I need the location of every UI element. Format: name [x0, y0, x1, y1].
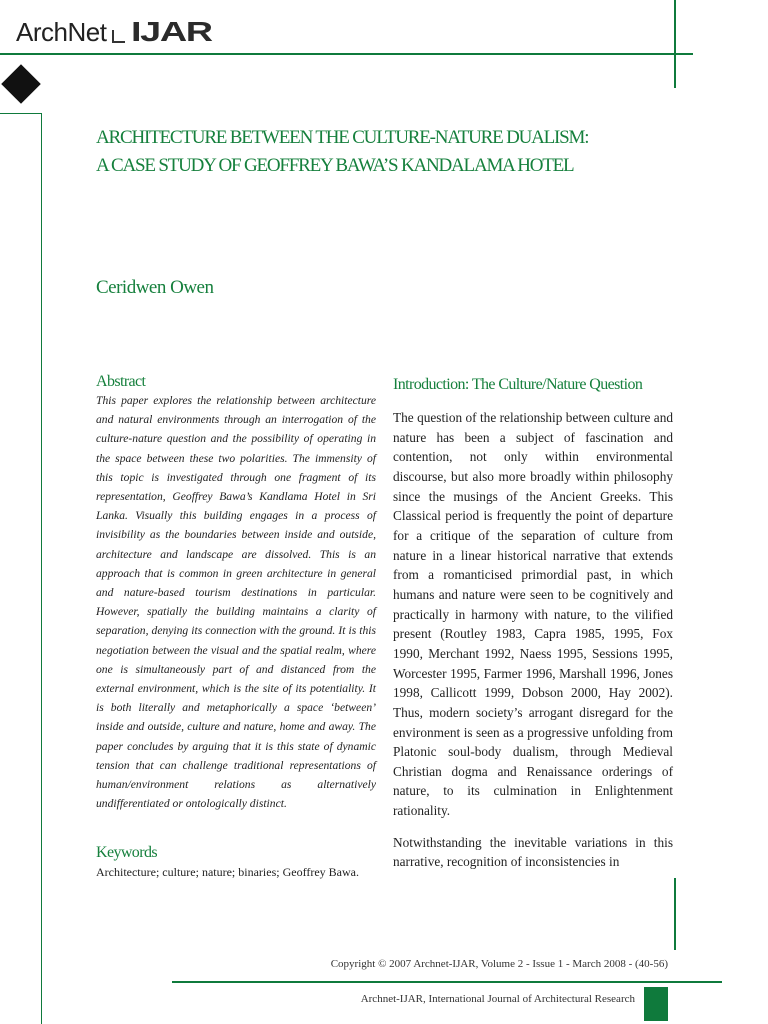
copyright-line: Copyright © 2007 Archnet-IJAR, Volume 2 - Issue 1 - March 2008 - (40-56): [330, 958, 668, 970]
left-sidebar-frame: [0, 113, 42, 1024]
intro-paragraph-2: Notwithstanding the inevitable variations in this narrative, recognition of inconsistencies in: [393, 834, 673, 870]
title-line-2: A CASE STUDY OF GEOFFREY BAWA’S KANDALAMA HOTEL: [96, 155, 574, 176]
journal-logo: [16, 14, 213, 50]
header-vertical-rule: [674, 0, 676, 88]
content-vertical-rule: [674, 878, 676, 950]
title-line-1: ARCHITECTURE BETWEEN THE CULTURE-NATURE DUALISM:: [96, 127, 589, 148]
introduction-heading: Introduction: The Culture/Nature Question: [393, 376, 643, 393]
keywords-text: Architecture; culture; nature; binaries; Geoffrey Bawa.: [96, 865, 359, 879]
logo-ijar-mark: IJAR: [131, 16, 213, 47]
logo-archnet-text: ArchNet: [16, 16, 107, 47]
journal-name: Archnet-IJAR, International Journal of Architectural Research: [360, 993, 635, 1005]
keywords-heading: Keywords: [96, 844, 157, 861]
header-rule: [0, 53, 693, 55]
abstract-text: This paper explores the relationship between architecture and natural environments through an interrogation of the culture-nature question and the possibility of operating in the space between these two polarities. The immensity of this topic is investigated through one fragment of its representation, Geoffrey Bawa’s Kandlama Hotel in Sri Lanka. Visually this building engages in a process of invisibility as the boundaries between inside and outside, architecture and landscape are dissolved. This is an approach that is common in green architecture in general and nature-based tourism destinations in particular. However, spatially the building maintains a clarity of separation, denying its connection with the ground. It is this negotiation between the visual and the spatial realm, where one is simultaneously part of and distanced from the external environment, which is the site of its potentiality. It is both literally and metaphorically a space ‘between’ inside and outside, culture and nature, home and away. The paper concludes by arguing that it is this state of dynamic tension that can challenge traditional representations of human/environment relations as alternatively undifferentiated or ontologically distinct.: [96, 394, 376, 811]
diamond-icon: [1, 64, 41, 104]
footer-rule: [172, 981, 722, 983]
article-author: Ceridwen Owen: [96, 277, 214, 298]
green-square-icon: [644, 987, 668, 1021]
intro-paragraph-1: The question of the relationship between culture and nature has been a subject of fascination and contention, not only within environmental discourse, but also more broadly within philosophy since the musings of the Ancient Greeks. This Classical period is frequently the point of departure for a critique of the separation of culture from nature in a linear historical narrative that extends from a romanticised primordial past, in which humans and nature were seen to be cognitively and practically in harmony with nature, to the vilified present (Routley 1983, Capra 1985, 1995, Fox 1990, Merchant 1992, Naess 1995, Sessions 1995, Worcester 1995, Farmer 1996, Marshall 1996, Jones 1998, Callicott 1999, Dobson 2000, Hay 2002). Thus, modern society’s arrogant disregard for the environment is seen as a progressive unfolding from Platonic soul-body dualism, through Medieval Christian dogma and Renaissance orderings of nature, to its culmination in Enlightenment rationality.: [393, 410, 673, 819]
abstract-heading: Abstract: [96, 373, 146, 390]
corner-bracket-icon: [112, 30, 125, 43]
introduction-body: [393, 408, 673, 884]
article-title: [96, 124, 696, 180]
